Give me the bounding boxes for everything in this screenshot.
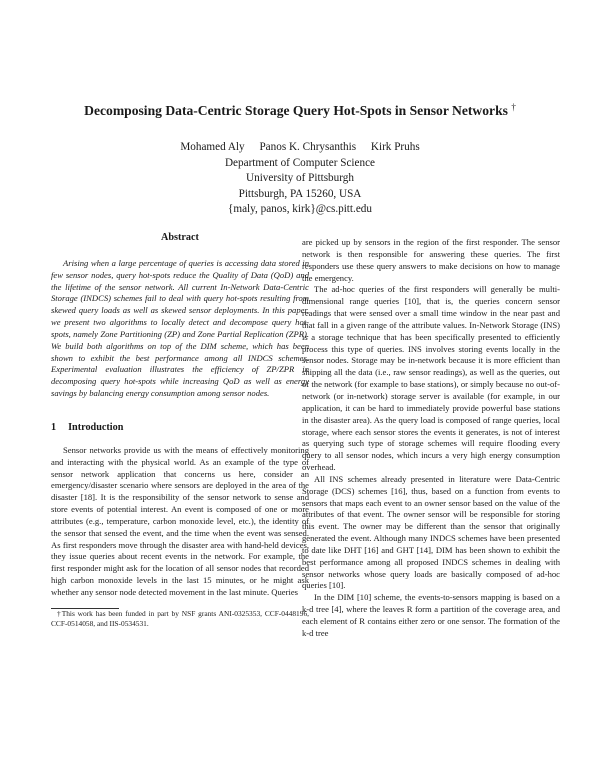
section-heading-introduction [51,422,309,434]
right-column [302,237,560,640]
author-name: Panos K. Chrysanthis [259,141,357,153]
section-number: 1 [51,421,57,433]
section-title: Introduction [68,421,124,433]
author-email: {maly, panos, kirk}@cs.pitt.edu [228,203,372,216]
author-university: University of Pittsburgh [246,172,354,185]
left-column [51,232,309,629]
title-text: Decomposing Data-Centric Storage Query Hot-Spots in Sensor Networks [84,103,508,118]
intro-paragraph: Sensor networks provide us with the means of effectively monitoring and interacting with the physical world. As an example of the type of sensor network application that concerns us here, consider an emergency/disaster scenario where sensors are deployed in the area of the disaster [18]. It is the responsibility of the sensor network to sense and store events of potential interest. An event is composed of one or more attributes (e.g., temperature, carbon monoxide level, etc.), the identity of the sensor that sensed the event, and the time when the event was sensed. As first responders move through the disaster area with hand-held devices, they issue queries about recent events in the network. For example, the first responder might ask for the location of all sensor nodes that recorded high carbon monoxide levels in the last 15 minutes, or he might ask whether any sensor node detected movement in the last minute. Queries [51,444,309,597]
paragraph: In the DIM [10] scheme, the events-to-sensors mapping is based on a k-d tree [4], where the leaves R form a partition of the coverage area, and each element of R contains either zero or one sensor. The formation of the k-d tree [302,592,560,638]
paragraph: All INS schemes already presented in literature were Data-Centric Storage (DCS) schemes [16], thus, based on a function from events to sensors that maps each event to an owner sensor based on the value of the attributes of that event. The owner sensor will be responsible for storing this event. The owner may be different than the sensor that originally generated the event. Although many INDCS schemes have been presented to date like DHT [16] and GHT [14], DIM has been shown to exhibit the best performance among all proposed INDCS schemes in dealing with sensor networks whose query loads are basically composed of ad-hoc queries [10]. [302,473,560,591]
abstract-heading: Abstract [161,232,199,243]
paper-title [0,102,600,119]
author-name: Mohamed Aly [180,141,245,153]
paragraph: are picked up by sensors in the region of the first responder. The sensor network is then responsible for answering these queries. The first responders use these query answers to make decisions on how to manage the emergency. [302,237,560,283]
author-block [0,140,600,218]
paragraph: The ad-hoc queries of the first responders will generally be multi-dimensional range queries [10], that is, the queries concern sensor readings that were sensed over a small time window in the near past and that fall in a given range of the attribute values. In-Network Storage (INS) is a storage technique that has been specifically presented to efficiently process this type of queries. INS involves storing events locally in the sensor nodes. Storage may be in-network because it is more efficient than shipping all the data (i.e., raw sensor readings), as well as the queries, out of the network (for example to base stations), or simply because no out-of-network (or in-network) storage server is available (for example, in our application, it can be hard to immediately provide powerful base stations in the disaster area). As the query load is composed of range queries, local storage, where each sensor stores the events it generates, is not of interest as querying such type of storage schemes will require flooding every query to all sensor nodes, which incurs a very high energy consumption overhead. [302,284,560,473]
author-department: Department of Computer Science [224,156,376,169]
abstract-text: Arising when a large percentage of queries is accessing data stored in few sensor nodes, query hot-spots reduce the Quality of Data (QoD) and the lifetime of the sensor network. All current In-Network Data-Centric Storage (INDCS) schemes fail to deal with query hot-spots resulting from skewed query loads as well as skewed sensor deployments. In this paper, we present two algorithms to locally detect and decompose query hot-spots, namely Zone Partitioning (ZP) and Zone Partial Replication (ZPR). We build both algorithms on top of the DIM scheme, which has been shown to exhibit the best performance among all INDCS schemes. Experimental evaluation illustrates the efficiency of ZP/ZPR in decomposing query hot-spots while increasing QoD as well as energy savings by balancing energy consumption among sensor nodes. [51,257,309,399]
author-name: Kirk Pruhs [370,141,420,153]
footnote: †This work has been funded in part by NSF grants ANI-0325353, CCF-0448196, CCF-0514058, and IIS-0534531. [51,608,309,628]
title-footnote-mark: † [511,102,516,112]
author-names [0,140,600,156]
author-city: Pittsburgh, PA 15260, USA [238,187,362,200]
